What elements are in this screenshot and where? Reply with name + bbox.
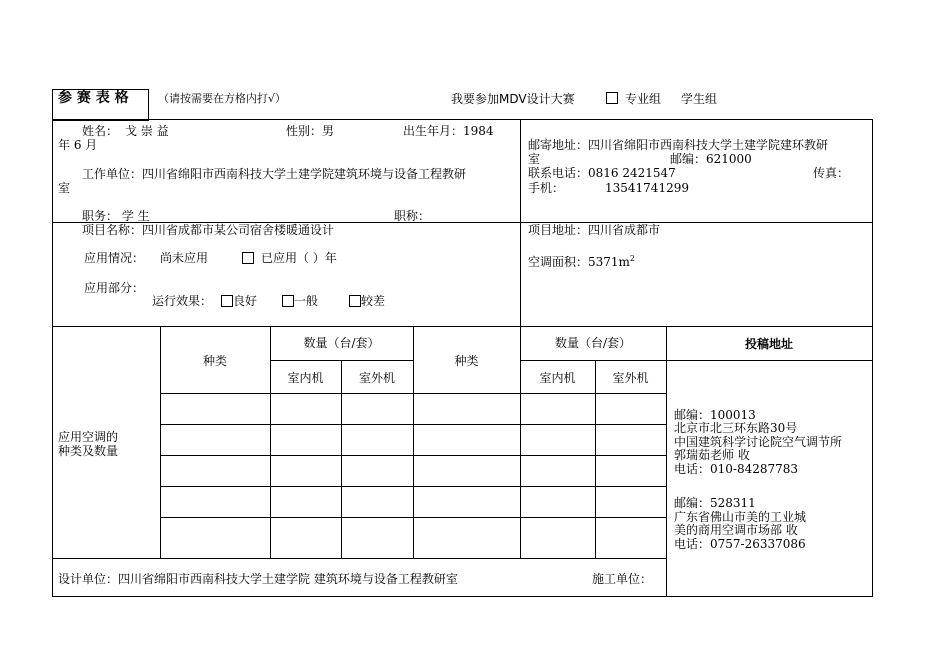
table-border-top [52, 119, 873, 120]
not-applied-label: 尚未应用 [160, 251, 209, 265]
applied-label: 已应用（ ）年 [261, 251, 337, 265]
table-border-left [52, 119, 53, 596]
mobile-label: 手机： [528, 181, 565, 195]
birth-field: 出生年月：1984 [403, 124, 494, 138]
effect-good-label: 良好 [233, 294, 258, 308]
checkbox-effect-normal[interactable] [282, 295, 294, 307]
status-label: 应用情况： [84, 251, 145, 265]
title-field: 职称： [394, 209, 431, 223]
work-unit-line1: 工作单位：四川省绵阳市西南科技大学土建学院建筑环境与设备工程教研 [82, 167, 467, 181]
position-field: 职务： 学 生 [82, 209, 150, 223]
effect-poor-label: 较差 [361, 294, 386, 308]
mail-address-line2: 室 [528, 152, 541, 166]
aircon-area-label: 空调面积：5371m [528, 255, 630, 269]
group-professional-label: 专业组 [625, 92, 662, 106]
col-divider-f [666, 326, 667, 596]
addr2-line2: 美的商用空调市场部 收 [674, 523, 798, 537]
fax-field: 传真： [813, 166, 850, 180]
construction-unit: 施工单位： [592, 572, 653, 586]
checkbox-effect-poor[interactable] [349, 295, 361, 307]
submit-address-header: 投稿地址 [744, 337, 793, 351]
qty-header-right: 数量（台/套） [554, 336, 632, 350]
addr1-postcode: 邮编：100013 [674, 408, 756, 422]
checkbox-applied[interactable] [242, 252, 254, 264]
row-divider-2 [52, 326, 873, 327]
checkbox-professional[interactable] [606, 92, 618, 104]
outdoor-header-right: 室外机 [612, 371, 649, 385]
aircon-area [528, 252, 635, 269]
col-divider-c [341, 360, 342, 558]
name-label: 姓名： [82, 124, 119, 138]
addr2-phone: 电话：0757-26337086 [674, 537, 806, 551]
birth-field-cont: 年 6 月 [58, 138, 98, 152]
mail-address-line1: 邮寄地址：四川省绵阳市西南科技大学土建学院建环教研 [528, 138, 829, 152]
name-value: 戈 崇 益 [125, 124, 169, 138]
part-label: 应用部分： [84, 281, 145, 295]
aircon-area-unit-sup: 2 [629, 254, 636, 263]
type-header-right: 种类 [454, 354, 479, 368]
col-divider-b [270, 326, 271, 558]
outdoor-header-left: 室外机 [358, 371, 395, 385]
group-student-label: 学生组 [681, 92, 718, 106]
phone-field: 联系电话：0816 2421547 [528, 166, 676, 180]
indoor-header-right: 室内机 [539, 371, 576, 385]
postcode-field: 邮编：621000 [670, 152, 752, 166]
instruction-text: （请按需要在方格内打√） [158, 92, 287, 105]
addr2-postcode: 邮编：528311 [674, 496, 756, 510]
indoor-header-left: 室内机 [287, 371, 324, 385]
row-divider-9 [52, 558, 667, 559]
table-border-right [872, 119, 873, 596]
addr2-line1: 广东省佛山市美的工业城 [674, 510, 807, 524]
addr1-phone: 电话：010-84287783 [674, 462, 799, 476]
type-header-left: 种类 [202, 354, 227, 368]
project-address: 项目地址：四川省成都市 [528, 223, 661, 237]
form-title: 参 赛 表 格 [58, 90, 129, 106]
col-divider-e [595, 360, 596, 558]
addr1-line3: 郭瑞茹老师 收 [674, 448, 750, 462]
design-unit: 设计单位：四川省绵阳市西南科技大学土建学院 建筑环境与设备工程教研室 [58, 572, 458, 586]
table-border-bottom [52, 596, 873, 597]
effect-label: 运行效果： [152, 294, 213, 308]
addr1-line1: 北京市北三环东路30号 [674, 421, 798, 435]
row-label-line2: 种类及数量 [58, 444, 119, 458]
row-divider-3b [520, 360, 873, 361]
row-label-line1: 应用空调的 [58, 430, 119, 444]
work-unit-line2: 室 [58, 181, 71, 195]
contest-title: 我要参加MDV设计大赛 [451, 92, 575, 106]
qty-header-left: 数量（台/套） [303, 336, 380, 350]
addr1-line2: 中国建筑科学讨论院空气调节所 [674, 435, 843, 449]
gender-field: 性别：男 [286, 124, 335, 138]
effect-normal-label: 一般 [294, 294, 319, 308]
mobile-value: 13541741299 [605, 181, 689, 195]
project-name: 项目名称：四川省成都市某公司宿舍楼暖通设计 [82, 223, 335, 237]
checkbox-effect-good[interactable] [221, 295, 233, 307]
